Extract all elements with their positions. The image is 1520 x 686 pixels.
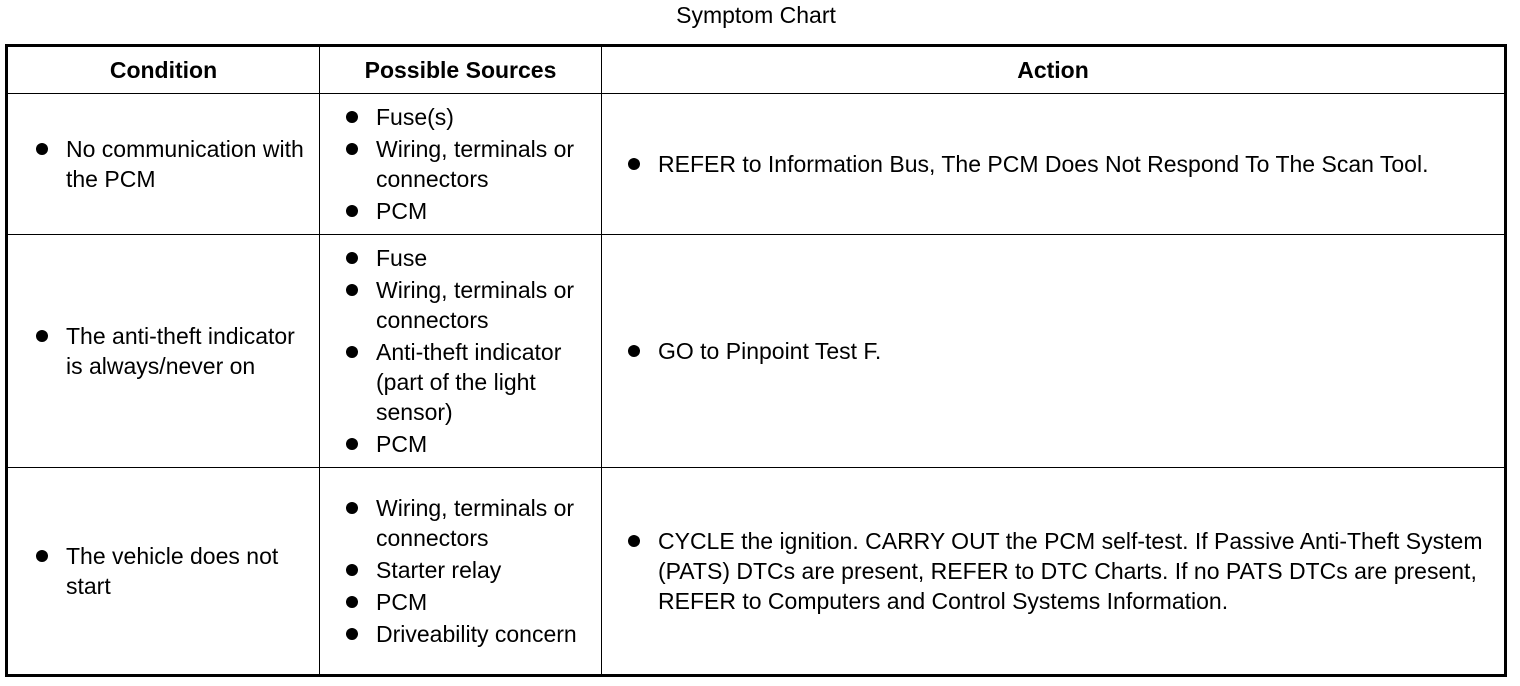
- table-row: [7, 94, 1506, 235]
- page-title: Symptom Chart: [676, 2, 836, 28]
- list-item: [346, 587, 595, 617]
- condition-cell: [7, 468, 320, 676]
- condition-cell: [7, 94, 320, 235]
- condition-cell: [7, 235, 320, 468]
- source-text: PCM: [376, 431, 428, 457]
- list-item: [346, 275, 595, 335]
- symptom-chart-table: [5, 44, 1507, 677]
- action-cell: [602, 468, 1506, 676]
- condition-text: The anti-theft indicator is always/never on: [66, 323, 295, 379]
- bullet-icon: [628, 345, 640, 357]
- condition-text: The vehicle does not start: [66, 543, 279, 599]
- source-text: PCM: [376, 589, 428, 615]
- source-text: Wiring, terminals or connectors: [376, 495, 575, 551]
- action-cell: [602, 94, 1506, 235]
- list-item: [628, 526, 1494, 616]
- condition-text: No communication with the PCM: [66, 136, 304, 192]
- source-text: Driveability concern: [376, 621, 577, 647]
- action-text: GO to Pinpoint Test F.: [658, 338, 882, 364]
- action-text: CYCLE the ignition. CARRY OUT the PCM self-test. If Passive Anti-Theft System (PATS) DTCs are present, REFER to DTC Charts. If no PATS DTCs are present, REFER to Computers and Control Systems Information.: [658, 528, 1483, 614]
- sources-cell: [320, 468, 602, 676]
- bullet-icon: [346, 284, 358, 296]
- source-text: Fuse: [376, 245, 428, 271]
- source-text: PCM: [376, 198, 428, 224]
- list-item: [346, 493, 595, 553]
- action-cell: [602, 235, 1506, 468]
- bullet-icon: [346, 564, 358, 576]
- list-item: [346, 337, 595, 427]
- bullet-icon: [346, 111, 358, 123]
- table-row: [7, 468, 1506, 676]
- list-item: [346, 243, 595, 273]
- source-text: Starter relay: [376, 557, 502, 583]
- list-item: [36, 134, 311, 194]
- list-item: [346, 619, 595, 649]
- list-item: [36, 541, 311, 601]
- bullet-icon: [346, 628, 358, 640]
- bullet-icon: [36, 143, 48, 155]
- source-text: Wiring, terminals or connectors: [376, 277, 575, 333]
- list-item: [346, 196, 595, 226]
- list-item: [36, 321, 311, 381]
- header-condition: Condition: [7, 46, 320, 94]
- bullet-icon: [346, 596, 358, 608]
- header-action: Action: [602, 46, 1506, 94]
- sources-cell: [320, 94, 602, 235]
- list-item: [346, 134, 595, 194]
- bullet-icon: [36, 550, 48, 562]
- list-item: [628, 149, 1494, 179]
- bullet-icon: [346, 438, 358, 450]
- action-text: REFER to Information Bus, The PCM Does Not Respond To The Scan Tool.: [658, 151, 1429, 177]
- bullet-icon: [628, 158, 640, 170]
- bullet-icon: [346, 205, 358, 217]
- list-item: [346, 429, 595, 459]
- sources-cell: [320, 235, 602, 468]
- header-possible-sources: Possible Sources: [320, 46, 602, 94]
- bullet-icon: [346, 346, 358, 358]
- bullet-icon: [36, 330, 48, 342]
- list-item: [628, 336, 1494, 366]
- bullet-icon: [346, 252, 358, 264]
- table-header-row: [7, 46, 1506, 94]
- source-text: Fuse(s): [376, 104, 454, 130]
- bullet-icon: [628, 535, 640, 547]
- source-text: Anti-theft indicator (part of the light sensor): [376, 339, 562, 425]
- bullet-icon: [346, 143, 358, 155]
- list-item: [346, 102, 595, 132]
- table-row: [7, 235, 1506, 468]
- list-item: [346, 555, 595, 585]
- bullet-icon: [346, 502, 358, 514]
- source-text: Wiring, terminals or connectors: [376, 136, 575, 192]
